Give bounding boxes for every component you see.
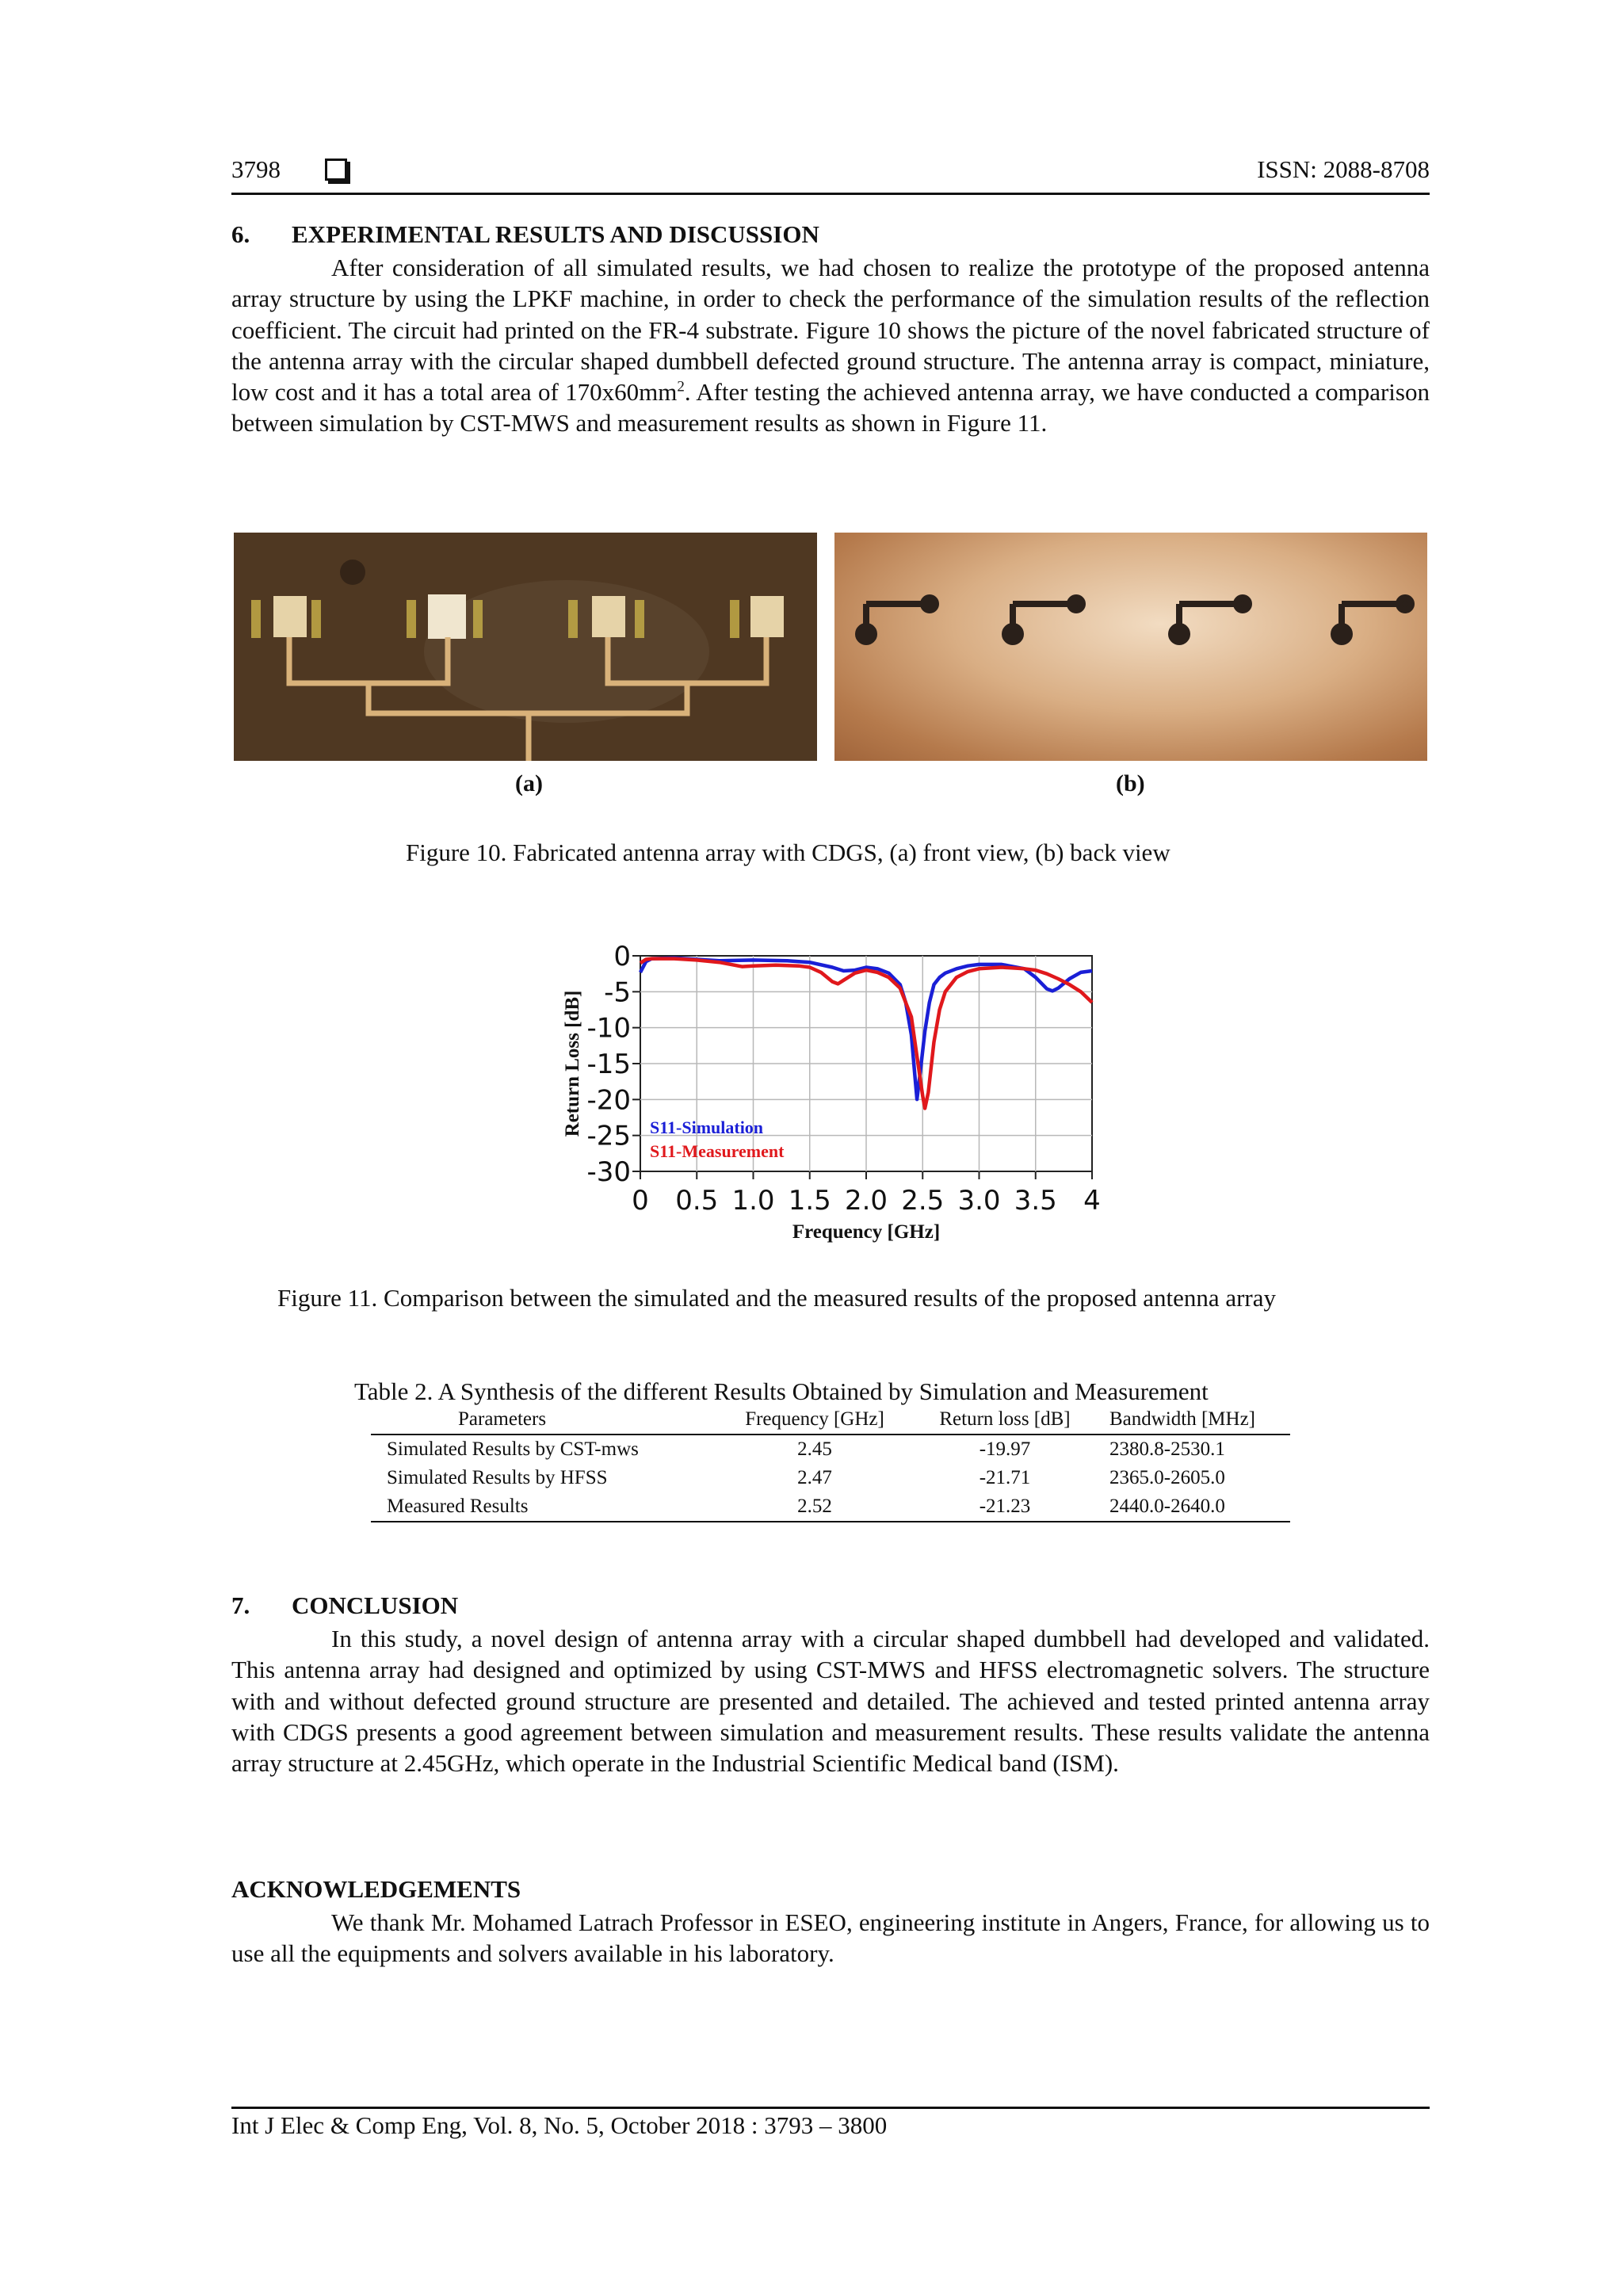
x-tick-label: 0.5 (675, 1185, 719, 1217)
table-cell: Simulated Results by CST-mws (387, 1438, 639, 1460)
page-number: 3798 (231, 155, 281, 183)
section-6-paragraph (231, 252, 1430, 439)
legend-entry: S11-Measurement (650, 1141, 785, 1161)
x-tick-label: 1.5 (788, 1185, 831, 1217)
paragraph-text: After consideration of all simulated results, we had chosen to realize the prototype of the proposed antenna array structure by using the LPKF machine, in order to check the performance of the simulation results of the reflection coefficient. The circuit had printed on the FR-4 substrate. Figure 10 shows the picture of the novel fabricated structure of the antenna array with the circular shaped dumbbell defected ground structure. The antenna array is compact, miniature, low cost and it has a total area of 170x60mm (231, 254, 1430, 407)
section-6-heading (231, 220, 819, 249)
x-axis-label: Frequency [GHz] (792, 1221, 941, 1243)
table-row (371, 1435, 1290, 1464)
figure-11-caption: Figure 11. Comparison between the simulated and the measured results of the proposed antenna array (277, 1284, 1277, 1312)
y-tick-label: 0 (613, 941, 631, 972)
table-row (371, 1464, 1290, 1492)
table-cell: 2.47 (797, 1467, 832, 1488)
table-2 (371, 1405, 1290, 1522)
y-axis-label: Return Loss [dB] (562, 990, 583, 1137)
subfigure-label-a: (a) (515, 770, 543, 797)
column-header: Bandwidth [MHz] (1100, 1405, 1290, 1435)
table-row (371, 1492, 1290, 1522)
table-header-row (371, 1405, 1290, 1435)
y-tick-label: -20 (586, 1084, 631, 1117)
section-7-heading (231, 1591, 458, 1620)
table-cell: -21.71 (979, 1467, 1031, 1488)
y-tick-label: -30 (586, 1156, 631, 1188)
figure-10b-back-view-photo (834, 533, 1427, 761)
table-cell: Simulated Results by HFSS (387, 1467, 608, 1488)
y-tick-label: -15 (586, 1049, 631, 1080)
y-tick-label: -25 (586, 1120, 631, 1152)
x-tick-label: 0 (632, 1185, 649, 1217)
x-tick-label: 2.0 (844, 1185, 888, 1217)
footer-citation: Int J Elec & Comp Eng, Vol. 8, No. 5, October 2018 : 3793 – 3800 (231, 2111, 888, 2139)
column-header: Parameters (371, 1405, 720, 1435)
legend-entry: S11-Simulation (650, 1117, 764, 1137)
table-cell: 2.45 (797, 1438, 832, 1460)
figure-10-caption: Figure 10. Fabricated antenna array with CDGS, (a) front view, (b) back view (406, 839, 1170, 866)
column-header: Return loss [dB] (910, 1405, 1100, 1435)
column-header: Frequency [GHz] (720, 1405, 910, 1435)
checkbox-square-icon (325, 159, 347, 181)
section-number: 6. (231, 220, 250, 248)
y-tick-label: -10 (586, 1012, 631, 1045)
header-rule (231, 193, 1430, 195)
table-cell: -19.97 (979, 1438, 1031, 1460)
page-header (231, 155, 1430, 190)
x-tick-label: 3.5 (1014, 1185, 1057, 1217)
x-tick-label: 4 (1083, 1185, 1101, 1217)
figure-11-return-loss-chart (555, 927, 1109, 1260)
table-cell: 2440.0-2640.0 (1100, 1492, 1290, 1522)
x-tick-label: 2.5 (901, 1185, 945, 1217)
section-title: CONCLUSION (292, 1591, 459, 1619)
y-tick-label: -5 (604, 976, 631, 1009)
section-title: EXPERIMENTAL RESULTS AND DISCUSSION (292, 220, 819, 248)
subfigure-label-b: (b) (1116, 770, 1145, 797)
section-number: 7. (231, 1591, 250, 1619)
footer-rule (231, 2107, 1430, 2109)
superscript: 2 (677, 378, 685, 395)
table-cell: 2365.0-2605.0 (1109, 1467, 1225, 1488)
acknowledgements-paragraph: We thank Mr. Mohamed Latrach Professor in ESEO, engineering institute in Angers, France, for allowing us to use all the equipments and solvers available in his laboratory. (231, 1908, 1430, 1968)
paragraph-text: . After testing the achieved antenna array, we have conducted a comparison between simulation by CST-MWS and measurement results as shown in Figure 11. (231, 378, 1430, 437)
table-cell: -21.23 (910, 1492, 1100, 1522)
issn: ISSN: 2088-8708 (1257, 155, 1430, 183)
x-tick-label: 1.0 (731, 1185, 775, 1217)
figure-10a-front-view-photo (234, 533, 817, 761)
section-7-paragraph: In this study, a novel design of antenna array with a circular shaped dumbbell had developed and validated. This antenna array had designed and optimized by using CST-MWS and HFSS electromagnetic solvers. The structure with and without defected ground structure are presented and detailed. The achieved and tested printed antenna array with CDGS presents a good agreement between simulation and measurement results. These results validate the antenna array structure at 2.45GHz, which operate in the Industrial Scientific Medical band (ISM). (231, 1625, 1430, 1778)
table-cell: Measured Results (371, 1492, 720, 1522)
acknowledgements-heading: ACKNOWLEDGEMENTS (231, 1875, 521, 1903)
table-cell: 2.52 (720, 1492, 910, 1522)
x-tick-label: 3.0 (957, 1185, 1001, 1217)
table-2-title: Table 2. A Synthesis of the different Results Obtained by Simulation and Measurement (354, 1377, 1209, 1405)
table-cell: 2380.8-2530.1 (1109, 1438, 1225, 1460)
